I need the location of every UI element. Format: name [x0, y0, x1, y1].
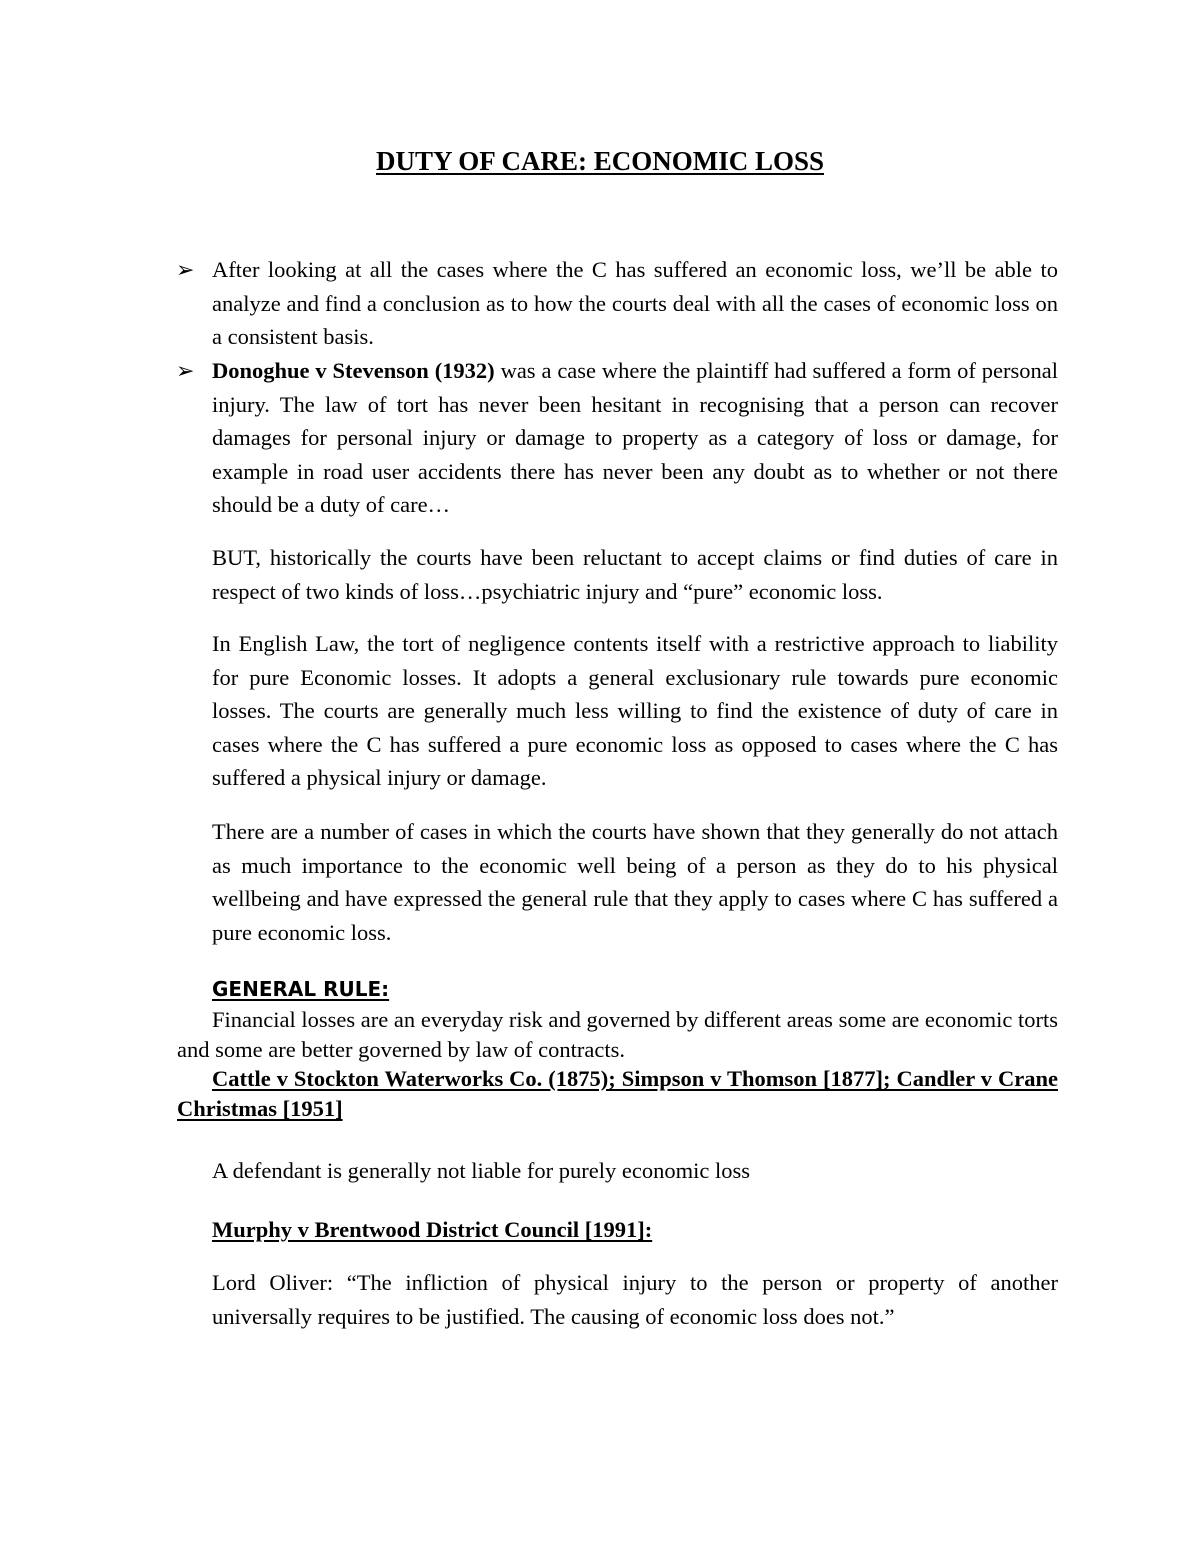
page-title: DUTY OF CARE: ECONOMIC LOSS [375, 146, 825, 176]
paragraph-reluctance: BUT, historically the courts have been reluctant to accept claims or find duties of care in respect of two kinds of loss…psychiatric injury and “pure” economic loss. [212, 545, 1058, 604]
bullet-text: was a case where the plaintiff had suffered a form of personal injury. The law of tort has never been hesitant in recognising that a person can recover damages for personal injury or damage to property as a category of loss or damage, for example in road user accidents there has never been any doubt as to whether or not there should be a duty of care… [212, 358, 1058, 518]
paragraph-number-of-cases: There are a number of cases in which the courts have shown that they generally do not attach as much importance to the economic well being of a person as they do to his physical wellbeing and have expressed the general rule that they apply to cases where C has suffered a pure economic loss. [212, 819, 1058, 945]
arrow-bullet-icon: ➢ [176, 257, 195, 282]
general-rule-statement: A defendant is generally not liable for purely economic loss [212, 1158, 750, 1183]
case-name-donoghue: Donoghue v Stevenson (1932) [212, 358, 495, 383]
general-rule-heading: GENERAL RULE: [212, 977, 390, 1001]
lord-oliver-quote: Lord Oliver: “The infliction of physical injury to the person or property of another universally requires to be justified. The causing of economic loss does not.” [212, 1270, 1058, 1329]
general-rule-cases: Cattle v Stockton Waterworks Co. (1875); Simpson v Thomson [1877]; Candler v Crane Christmas [1951] [177, 1066, 1058, 1121]
paragraph-english-law: In English Law, the tort of negligence contents itself with a restrictive approach to liability for pure Economic losses. It adopts a general exclusionary rule towards pure economic losses. The courts are generally much less willing to find the existence of duty of care in cases where the C has suffered a pure economic loss as opposed to cases where the C has suffered a physical injury or damage. [212, 631, 1058, 791]
arrow-bullet-icon: ➢ [176, 358, 195, 383]
bullet-item-2 [176, 354, 1058, 522]
general-rule-text: Financial losses are an everyday risk and governed by different areas some are economic torts and some are better governed by law of contracts. [177, 1007, 1058, 1062]
murphy-case-heading: Murphy v Brentwood District Council [1991]: [212, 1217, 653, 1242]
bullet-item-1 [176, 253, 1058, 354]
bullet-text: After looking at all the cases where the C has suffered an economic loss, we’ll be able to analyze and find a conclusion as to how the courts deal with all the cases of economic loss on a consistent basis. [212, 257, 1058, 350]
